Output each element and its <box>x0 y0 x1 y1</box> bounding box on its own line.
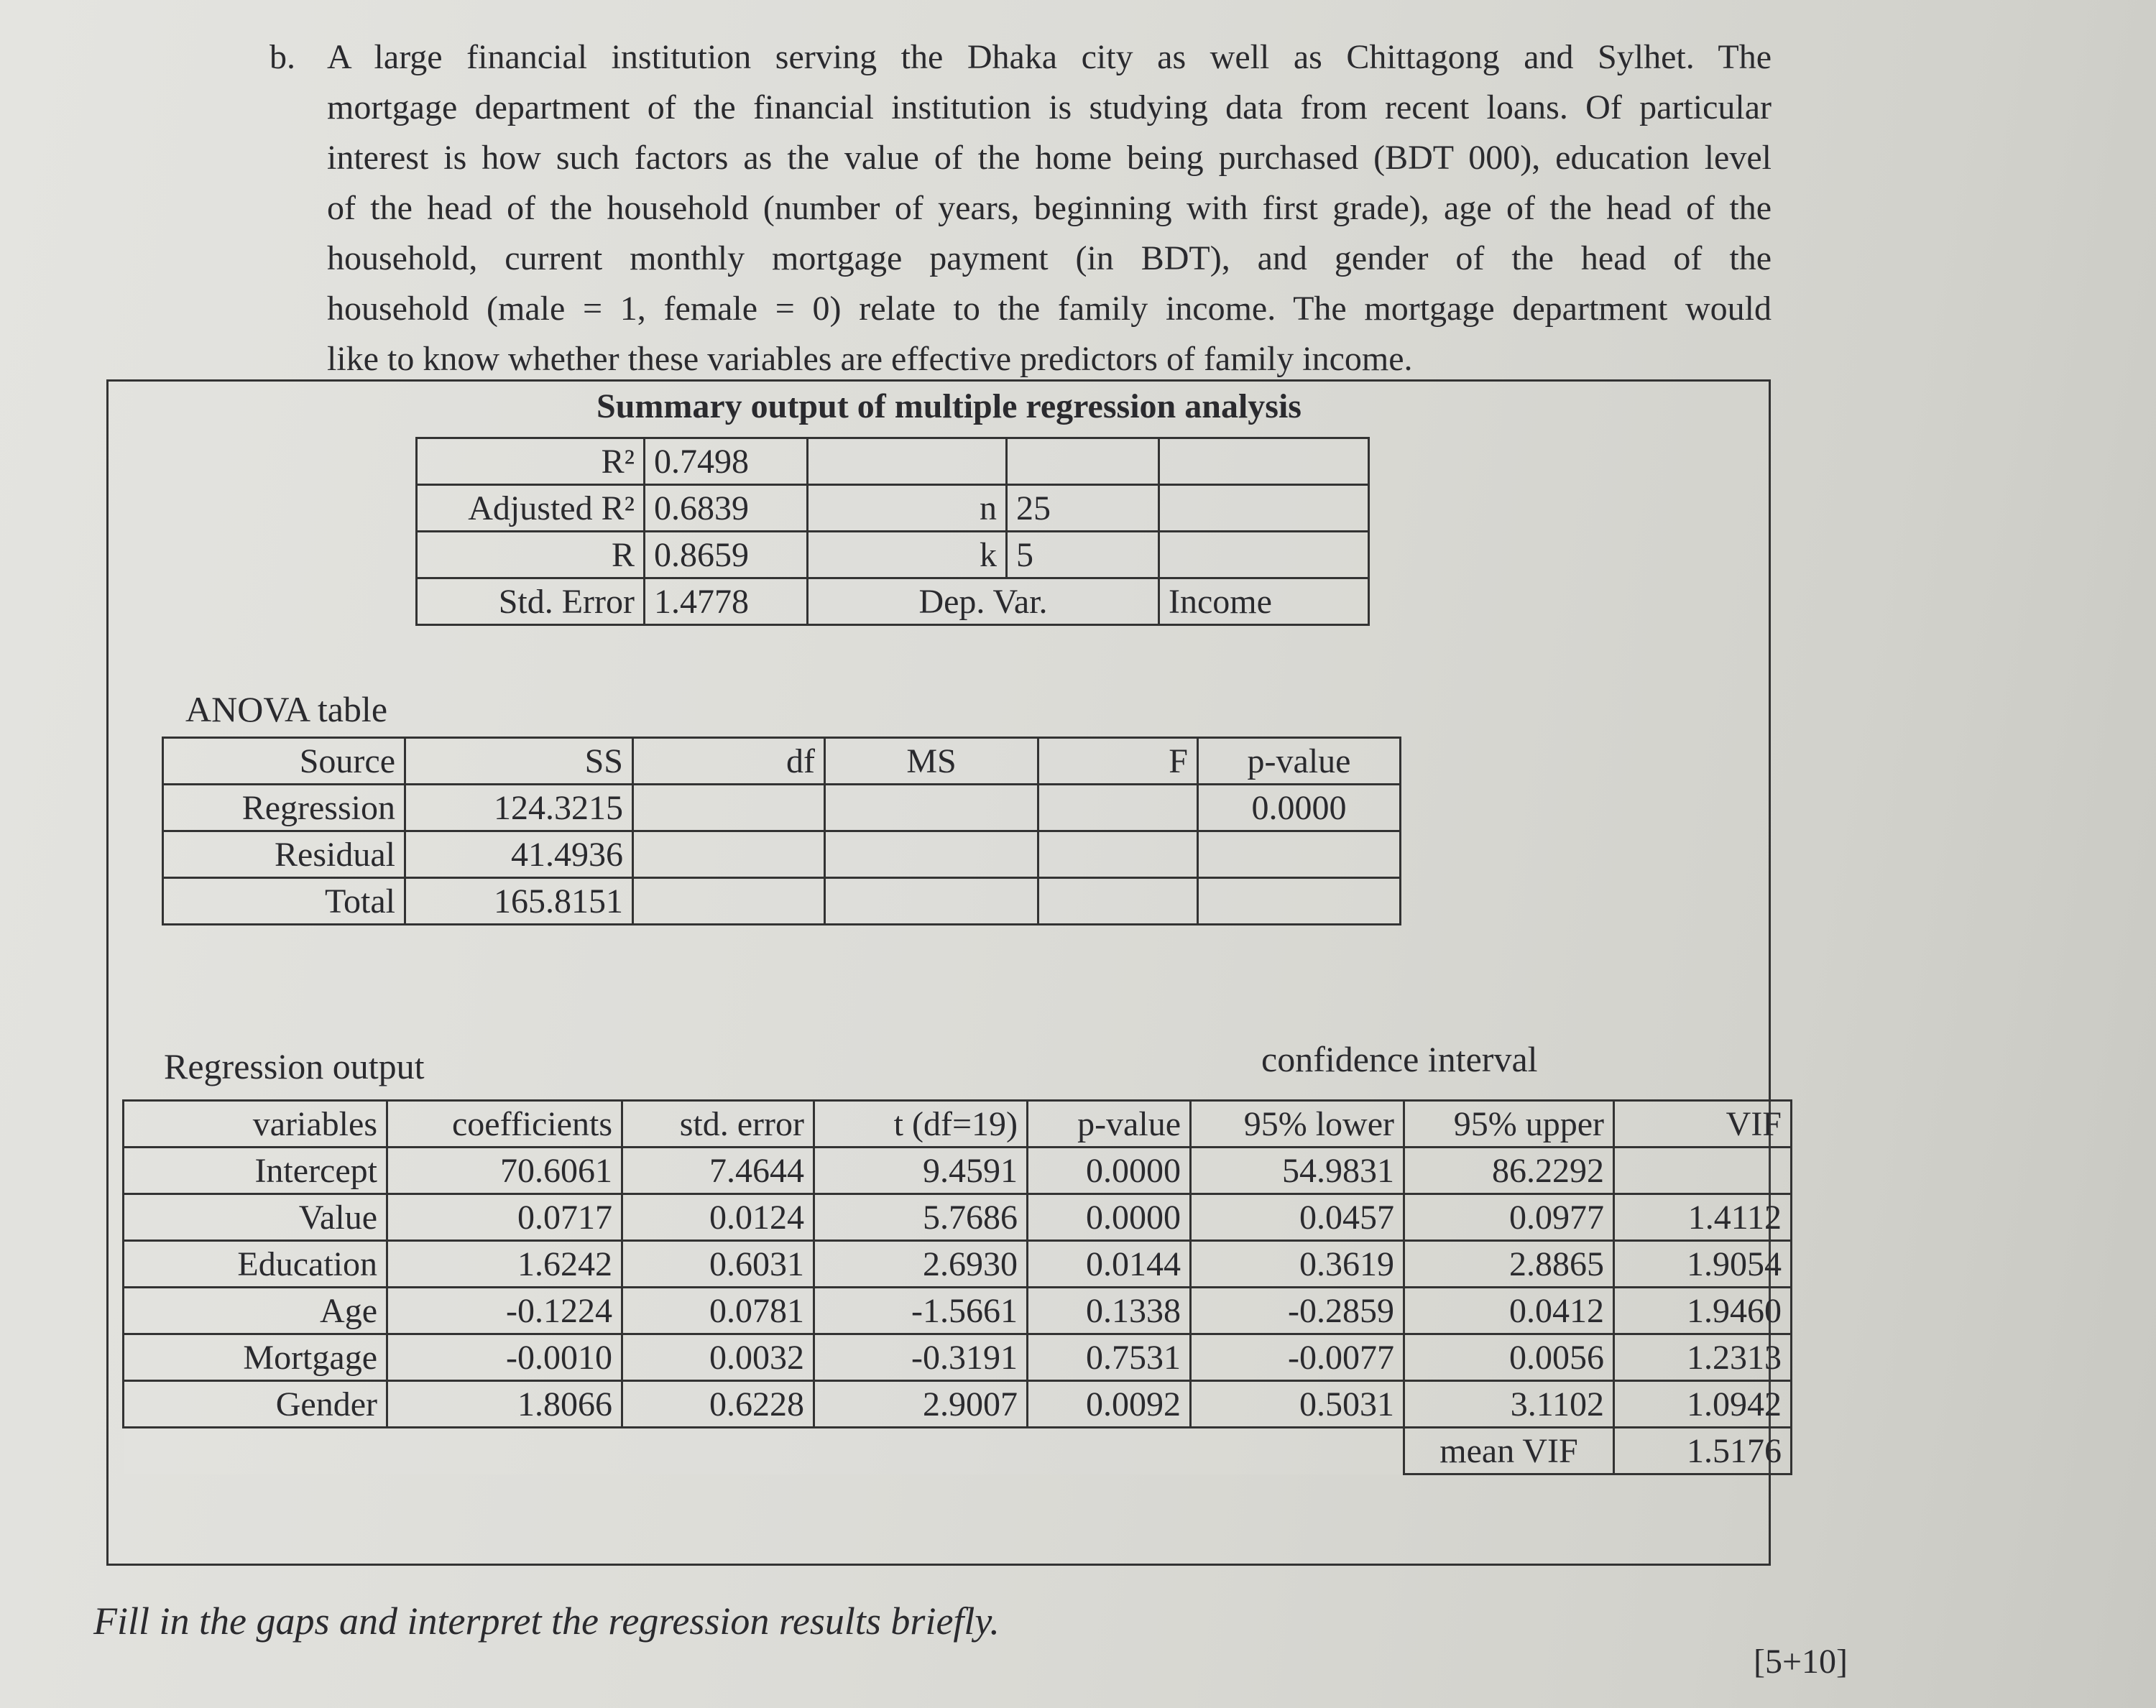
table-header: coefficients <box>387 1101 622 1148</box>
table-cell <box>633 831 825 878</box>
table-cell: 0.0717 <box>387 1194 622 1241</box>
regression-label: Regression output <box>164 1046 425 1086</box>
table-row <box>124 1381 1792 1428</box>
table-row <box>124 1334 1792 1381</box>
table-cell: 0.6031 <box>622 1241 814 1288</box>
table-cell: 54.9831 <box>1191 1148 1404 1194</box>
table-cell: 0.7531 <box>1028 1334 1191 1381</box>
table-cell <box>1038 878 1198 925</box>
table-cell: Total <box>163 878 405 925</box>
table-header: 95% lower <box>1191 1101 1404 1148</box>
table-row <box>124 1101 1792 1148</box>
table-cell: 25 <box>1007 485 1159 532</box>
table-cell: 1.9054 <box>1614 1241 1792 1288</box>
table-cell: 1.8066 <box>387 1381 622 1428</box>
table-row <box>124 1428 1792 1474</box>
table-cell: 0.0124 <box>622 1194 814 1241</box>
table-cell: 0.0000 <box>1198 785 1401 831</box>
table-cell: Gender <box>124 1381 387 1428</box>
table-cell: -0.2859 <box>1191 1288 1404 1334</box>
table-cell: 1.4112 <box>1614 1194 1792 1241</box>
table-row <box>417 438 1369 485</box>
table-header: 95% upper <box>1404 1101 1614 1148</box>
table-cell: k <box>808 532 1007 578</box>
mean-vif-value: 1.5176 <box>1614 1428 1792 1474</box>
table-cell <box>1198 878 1401 925</box>
table-cell <box>1038 785 1198 831</box>
table-cell: 7.4644 <box>622 1148 814 1194</box>
table-cell: Std. Error <box>417 578 645 625</box>
table-cell: 1.2313 <box>1614 1334 1792 1381</box>
table-cell: 3.1102 <box>1404 1381 1614 1428</box>
table-cell: 86.2292 <box>1404 1148 1614 1194</box>
mean-vif-label: mean VIF <box>1404 1428 1614 1474</box>
summary-table <box>415 437 1370 626</box>
table-cell: Intercept <box>124 1148 387 1194</box>
table-cell: 0.1338 <box>1028 1288 1191 1334</box>
table-cell <box>1038 831 1198 878</box>
table-cell: 124.3215 <box>405 785 633 831</box>
table-cell <box>124 1428 1404 1474</box>
table-cell: Regression <box>163 785 405 831</box>
table-cell <box>1159 485 1369 532</box>
anova-label: ANOVA table <box>185 689 388 729</box>
table-row <box>124 1241 1792 1288</box>
table-header: df <box>633 738 825 785</box>
table-cell: n <box>808 485 1007 532</box>
table-cell <box>1159 532 1369 578</box>
table-header: std. error <box>622 1101 814 1148</box>
table-cell: 165.8151 <box>405 878 633 925</box>
table-cell: R² <box>417 438 645 485</box>
table-cell: Education <box>124 1241 387 1288</box>
question-line: interest is how such factors as the value of the home being purchased (BDT 000), education level <box>327 139 1772 177</box>
table-cell: 0.0412 <box>1404 1288 1614 1334</box>
table-row <box>417 532 1369 578</box>
anova-table <box>162 737 1401 925</box>
table-cell: -1.5661 <box>814 1288 1028 1334</box>
summary-title: Summary output of multiple regression analysis <box>596 387 1302 425</box>
table-cell <box>808 438 1007 485</box>
table-cell: 1.0942 <box>1614 1381 1792 1428</box>
table-cell: 0.0000 <box>1028 1194 1191 1241</box>
table-cell: 0.0056 <box>1404 1334 1614 1381</box>
table-cell: Adjusted R² <box>417 485 645 532</box>
table-row <box>124 1288 1792 1334</box>
table-cell: 1.6242 <box>387 1241 622 1288</box>
table-cell: 0.8659 <box>645 532 808 578</box>
table-cell: 0.0000 <box>1028 1148 1191 1194</box>
table-cell: -0.0010 <box>387 1334 622 1381</box>
table-cell: Age <box>124 1288 387 1334</box>
table-row <box>417 578 1369 625</box>
table-header: p-value <box>1198 738 1401 785</box>
table-header: t (df=19) <box>814 1101 1028 1148</box>
table-header: SS <box>405 738 633 785</box>
table-row <box>163 738 1401 785</box>
table-cell: 1.4778 <box>645 578 808 625</box>
table-cell: Residual <box>163 831 405 878</box>
question-text <box>270 32 1772 384</box>
table-cell: 9.4591 <box>814 1148 1028 1194</box>
table-cell: 0.3619 <box>1191 1241 1404 1288</box>
question-line: of the head of the household (number of years, beginning with first grade), age of the head of the <box>327 189 1772 227</box>
question-line: household (male = 1, female = 0) relate to the family income. The mortgage department would <box>327 290 1772 328</box>
table-cell: Mortgage <box>124 1334 387 1381</box>
table-cell: Dep. Var. <box>808 578 1159 625</box>
table-header: variables <box>124 1101 387 1148</box>
table-cell: 2.8865 <box>1404 1241 1614 1288</box>
table-header: Source <box>163 738 405 785</box>
instruction-text: Fill in the gaps and interpret the regression results briefly. <box>93 1599 1000 1643</box>
table-cell: 0.0144 <box>1028 1241 1191 1288</box>
table-cell <box>633 785 825 831</box>
table-cell <box>825 831 1038 878</box>
table-row <box>163 831 1401 878</box>
table-row <box>163 785 1401 831</box>
regression-table <box>122 1099 1792 1475</box>
question-line: like to know whether these variables are effective predictors of family income. <box>327 340 1413 378</box>
confidence-interval-label: confidence interval <box>1261 1039 1538 1079</box>
table-cell <box>1198 831 1401 878</box>
table-cell: Value <box>124 1194 387 1241</box>
table-header: MS <box>825 738 1038 785</box>
question-line: household, current monthly mortgage payment (in BDT), and gender of the head of the <box>327 239 1772 277</box>
table-cell: 0.7498 <box>645 438 808 485</box>
table-cell: 1.9460 <box>1614 1288 1792 1334</box>
table-row <box>124 1148 1792 1194</box>
table-cell: 0.0032 <box>622 1334 814 1381</box>
question-line: mortgage department of the financial institution is studying data from recent loans. Of particular <box>327 88 1772 126</box>
table-cell: 2.6930 <box>814 1241 1028 1288</box>
table-cell <box>1007 438 1159 485</box>
table-cell: -0.0077 <box>1191 1334 1404 1381</box>
table-cell: 70.6061 <box>387 1148 622 1194</box>
table-cell <box>1614 1148 1792 1194</box>
table-header: p-value <box>1028 1101 1191 1148</box>
question-line: A large financial institution serving the Dhaka city as well as Chittagong and Sylhet. The <box>327 38 1772 76</box>
table-header: VIF <box>1614 1101 1792 1148</box>
question-number: b. <box>270 38 295 76</box>
table-cell <box>825 785 1038 831</box>
table-cell: 0.0781 <box>622 1288 814 1334</box>
table-cell <box>1159 438 1369 485</box>
table-cell: 0.6839 <box>645 485 808 532</box>
table-cell: 0.0457 <box>1191 1194 1404 1241</box>
table-cell: R <box>417 532 645 578</box>
table-row <box>124 1194 1792 1241</box>
table-cell: -0.3191 <box>814 1334 1028 1381</box>
table-cell <box>825 878 1038 925</box>
table-cell: 41.4936 <box>405 831 633 878</box>
table-cell: 0.0977 <box>1404 1194 1614 1241</box>
table-cell: 2.9007 <box>814 1381 1028 1428</box>
table-cell: -0.1224 <box>387 1288 622 1334</box>
table-cell <box>633 878 825 925</box>
marks-label: [5+10] <box>1754 1643 1848 1681</box>
table-cell: Income <box>1159 578 1369 625</box>
table-row <box>417 485 1369 532</box>
table-cell: 0.6228 <box>622 1381 814 1428</box>
table-row <box>163 878 1401 925</box>
table-header: F <box>1038 738 1198 785</box>
table-cell: 5.7686 <box>814 1194 1028 1241</box>
table-cell: 0.5031 <box>1191 1381 1404 1428</box>
table-cell: 5 <box>1007 532 1159 578</box>
table-cell: 0.0092 <box>1028 1381 1191 1428</box>
